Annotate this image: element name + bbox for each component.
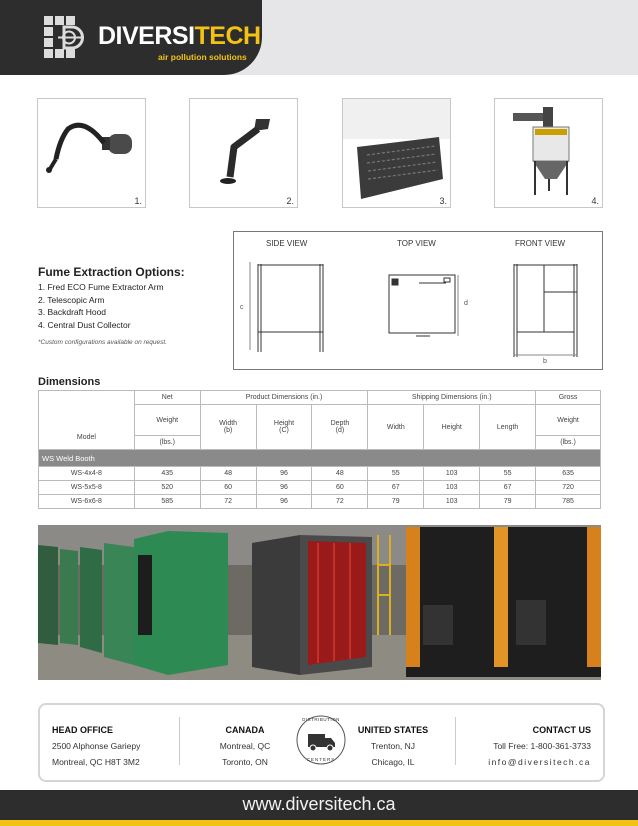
us-title: UNITED STATES: [357, 725, 429, 735]
cell: 435: [134, 467, 200, 481]
head-office-title: HEAD OFFICE: [52, 725, 114, 735]
header-gross-weight: Weight: [536, 405, 601, 436]
contact-us-title: CONTACT US: [532, 725, 591, 735]
option-item: 2. Telescopic Arm: [38, 294, 105, 305]
thumbnail-number: 4.: [591, 196, 599, 206]
header-width-b: Width (b): [200, 405, 256, 450]
header-depth-d: Depth (d): [312, 405, 368, 450]
custom-config-note: *Custom configurations available on request.: [38, 339, 167, 346]
dimension-b-label: b: [543, 358, 547, 365]
cell: 585: [134, 495, 200, 509]
brand-tagline: air pollution solutions: [158, 52, 247, 62]
cell: 635: [536, 467, 601, 481]
header-gross: Gross: [536, 391, 601, 405]
head-office-line2: Montreal, QC H8T 3M2: [52, 757, 140, 767]
cell: 520: [134, 481, 200, 495]
options-list: [38, 281, 164, 331]
footer-bar: [0, 790, 638, 820]
logo-bar: [0, 0, 262, 75]
cell: 103: [424, 495, 480, 509]
cell-model: WS-5x5-8: [39, 481, 135, 495]
united-states-block: [350, 722, 436, 770]
central-dust-collector-icon: [495, 99, 602, 207]
option-item: 4. Central Dust Collector: [38, 319, 131, 330]
thumbnail-backdraft-hood: [342, 98, 451, 208]
header-net-lbs: (lbs.): [134, 436, 200, 450]
cell: 48: [200, 467, 256, 481]
divider: [455, 717, 456, 765]
cell: 103: [424, 481, 480, 495]
us-line2: Chicago, IL: [371, 757, 415, 767]
badge-bottom-text: CENTERS: [306, 757, 336, 762]
top-view-label: TOP VIEW: [397, 239, 436, 248]
booth-views-drawing: [234, 232, 602, 369]
table-row: [39, 495, 601, 509]
thumbnail-dust-collector: [494, 98, 603, 208]
options-title: Fume Extraction Options:: [38, 265, 185, 279]
cell: 67: [480, 481, 536, 495]
footer-accent-strip: [0, 820, 638, 826]
telescopic-arm-icon: [190, 99, 297, 207]
cell: 103: [424, 467, 480, 481]
canada-block: [202, 722, 288, 770]
cell: 72: [200, 495, 256, 509]
badge-top-text: DISTRIBUTION: [302, 717, 340, 722]
thumbnail-telescopic-arm: [189, 98, 298, 208]
dimensions-table: [38, 390, 601, 509]
canada-title: CANADA: [225, 725, 265, 735]
header-net-weight: Weight: [134, 405, 200, 436]
dimensions-title: Dimensions: [38, 376, 101, 388]
header-ship-height: Height: [424, 405, 480, 450]
group-label: WS Weld Booth: [39, 450, 601, 467]
front-view-label: FRONT VIEW: [515, 239, 566, 248]
cell-model: WS-6x6-8: [39, 495, 135, 509]
option-item: 3. Backdraft Hood: [38, 307, 107, 317]
cell-model: WS-4x4-8: [39, 467, 135, 481]
cell: 96: [256, 467, 312, 481]
cell: 79: [480, 495, 536, 509]
header-gross-lbs: (lbs.): [536, 436, 601, 450]
divider: [179, 717, 180, 765]
dimension-c-label: c: [240, 304, 244, 311]
us-line1: Trenton, NJ: [370, 741, 416, 751]
dimension-d-label: d: [464, 300, 468, 307]
cell: 60: [200, 481, 256, 495]
table-group-row: [39, 450, 601, 467]
cell: 96: [256, 481, 312, 495]
side-view-label: SIDE VIEW: [266, 239, 308, 248]
canada-line1: Montreal, QC: [219, 741, 271, 751]
thumbnail-number: 1.: [134, 196, 142, 206]
brand-name: DIVERSITECH: [98, 22, 261, 50]
fume-extractor-arm-icon: [38, 99, 145, 207]
weld-booth-photo: [38, 525, 601, 680]
thumbnail-number: 2.: [286, 196, 294, 206]
header-product: Product Dimensions (in.): [200, 391, 368, 405]
head-office-block: [52, 722, 140, 770]
thumbnail-fume-arm: [37, 98, 146, 208]
table-row: [39, 481, 601, 495]
contact-box: [38, 703, 605, 782]
option-item: 1. Fred ECO Fume Extractor Arm: [38, 282, 164, 292]
cell: 79: [368, 495, 424, 509]
backdraft-hood-icon: [343, 99, 450, 207]
contact-email[interactable]: info@diversitech.ca: [488, 757, 591, 767]
table-header-row: [39, 391, 601, 405]
cell: 72: [312, 495, 368, 509]
contact-us-block: [488, 722, 591, 770]
header-ship-width: Width: [368, 405, 424, 450]
header-model: Model: [39, 391, 135, 450]
website-url[interactable]: www.diversitech.ca: [242, 794, 396, 814]
table-row: [39, 467, 601, 481]
weld-booths-illustration: [38, 525, 601, 680]
toll-free-number[interactable]: Toll Free: 1-800-361-3733: [493, 741, 591, 751]
cell: 720: [536, 481, 601, 495]
head-office-line1: 2500 Alphonse Gariepy: [52, 741, 141, 751]
cell: 785: [536, 495, 601, 509]
cell: 55: [480, 467, 536, 481]
header-shipping: Shipping Dimensions (in.): [368, 391, 536, 405]
header-height-c: Height (C): [256, 405, 312, 450]
header-ship-length: Length: [480, 405, 536, 450]
cell: 60: [312, 481, 368, 495]
cell: 96: [256, 495, 312, 509]
header-net: Net: [134, 391, 200, 405]
cell: 55: [368, 467, 424, 481]
booth-views-diagram: [233, 231, 603, 370]
cell: 48: [312, 467, 368, 481]
cell: 67: [368, 481, 424, 495]
diversitech-logo-icon: [42, 14, 90, 62]
thumbnail-number: 3.: [439, 196, 447, 206]
canada-line2: Toronto, ON: [222, 757, 268, 767]
